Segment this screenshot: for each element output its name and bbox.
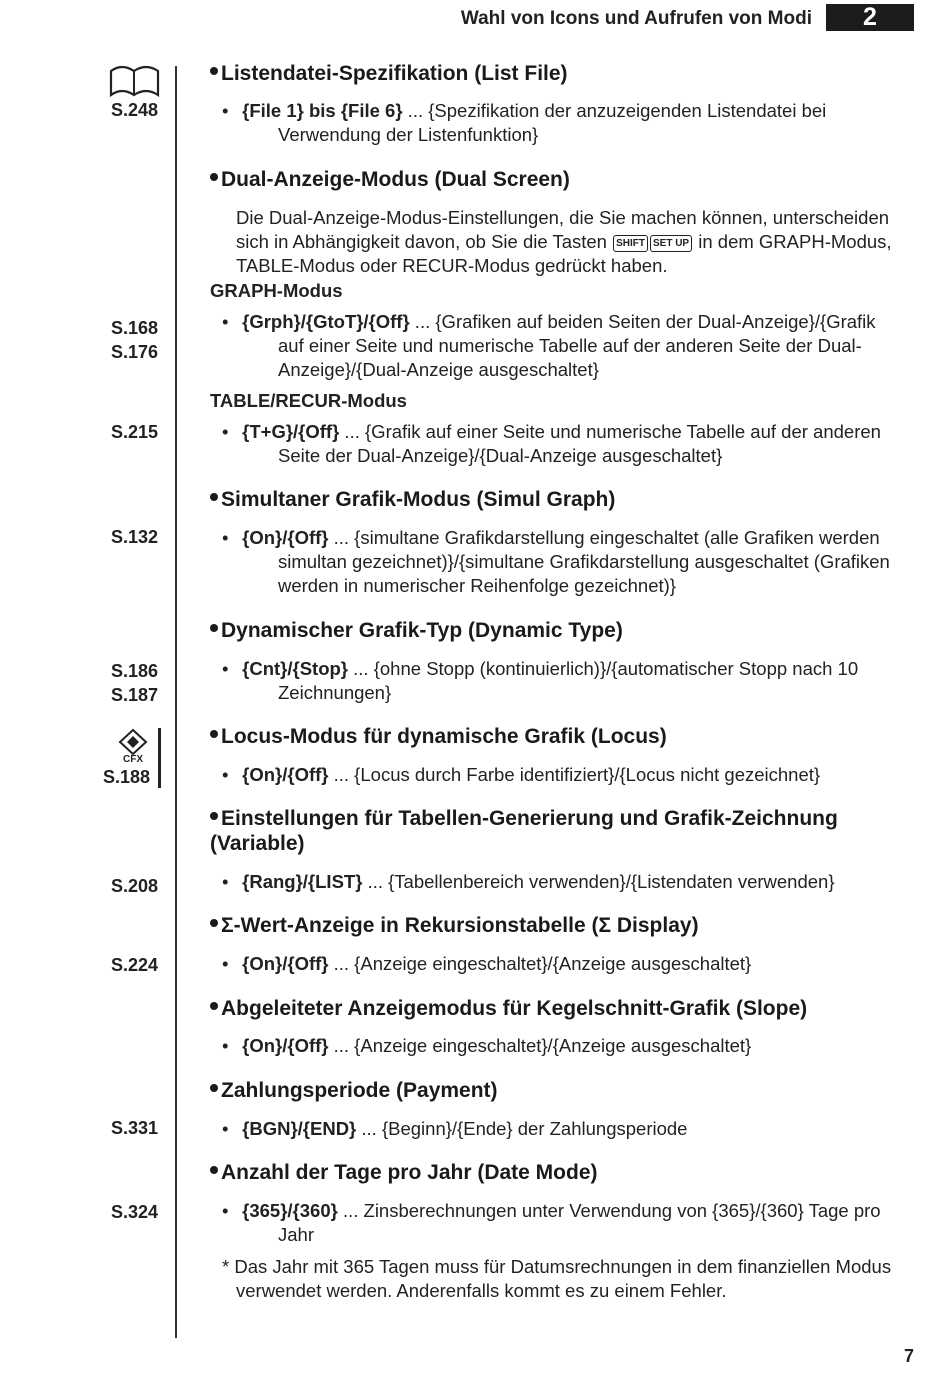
section-heading: Dynamischer Grafik-Typ (Dynamic Type)	[210, 618, 900, 643]
section-heading: Dual-Anzeige-Modus (Dual Screen)	[210, 167, 900, 192]
shift-key: SHIFT	[613, 235, 648, 252]
page-ref: S.215	[110, 422, 158, 442]
footnote: * Das Jahr mit 365 Tagen muss für Datumsrechnungen in dem finanziellen Modus verwendet werden. Anderenfalls kommt es zu einem Fehler.	[222, 1256, 892, 1301]
option-item: • {BGN}/{END} ... {Beginn}/{Ende} der Zahlungsperiode	[222, 1118, 688, 1139]
option-item: • {Grph}/{GtoT}/{Off} ... {Grafiken auf beiden Seiten der Dual-Anzeige}/{Grafik auf einer Seite und numerische Tabelle auf der anderen Seite der Dual-Anzeige}/{Dual-Anzeige ausgeschaltet}	[222, 311, 876, 380]
page-number: 7	[903, 1346, 914, 1366]
section-heading: Anzahl der Tage pro Jahr (Date Mode)	[210, 1160, 900, 1185]
option-item: • {Rang}/{LIST} ... {Tabellenbereich verwenden}/{Listendaten verwenden}	[222, 871, 835, 892]
section-heading: Zahlungsperiode (Payment)	[210, 1078, 900, 1103]
margin-divider	[175, 66, 177, 1338]
page-ref: S.188	[102, 767, 150, 787]
section-heading: Simultaner Grafik-Modus (Simul Graph)	[210, 487, 900, 512]
option-item: • {On}/{Off} ... {Anzeige eingeschaltet}/{Anzeige ausgeschaltet}	[222, 1035, 752, 1056]
option-item: • {On}/{Off} ... {Anzeige eingeschaltet}/{Anzeige ausgeschaltet}	[222, 953, 752, 974]
book-reference-icon	[108, 63, 161, 97]
page-ref: S.176	[110, 342, 158, 362]
section-heading: Σ-Wert-Anzeige in Rekursionstabelle (Σ Display)	[210, 913, 900, 938]
option-item: • {Cnt}/{Stop} ... {ohne Stopp (kontinuierlich)}/{automatischer Stopp nach 10 Zeichnungen}	[222, 658, 859, 703]
option-item: • {T+G}/{Off} ... {Grafik auf einer Seite und numerische Tabelle auf der anderen Seite der Dual-Anzeige}/{Dual-Anzeige ausgeschaltet}	[222, 421, 881, 466]
section-heading: Locus-Modus für dynamische Grafik (Locus)	[210, 724, 900, 749]
page-ref: S.224	[110, 955, 158, 975]
page-ref: S.168	[110, 318, 158, 338]
page-ref: S.248	[110, 100, 158, 120]
intro-paragraph: Die Dual-Anzeige-Modus-Einstellungen, die Sie machen können, unterscheiden sich in Abhängigkeit davon, ob Sie die Tasten SHIFT SET UP in dem GRAPH-Modus, TABLE-Modus oder RECUR-Modus gedrückt haben.	[236, 207, 892, 276]
cfx-marker-bar	[158, 728, 161, 788]
cfx-label: CFX	[123, 754, 143, 765]
page-ref: S.331	[110, 1118, 158, 1138]
option-item: • {On}/{Off} ... {simultane Grafikdarstellung eingeschaltet (alle Grafiken werden simultan gezeichnet)}/{simultane Grafikdarstellung ausgeschaltet (Grafiken werden in numerischer Reihenfolge gezeichnet)}	[222, 527, 890, 596]
section-heading: Einstellungen für Tabellen-Generierung und Grafik-Zeichnung (Variable)	[210, 807, 838, 855]
page-ref: S.208	[110, 876, 158, 896]
running-header-title: Wahl von Icons und Aufrufen von Modi	[460, 8, 812, 29]
page-ref: S.324	[110, 1202, 158, 1222]
section-heading: Abgeleiteter Anzeigemodus für Kegelschnitt-Grafik (Slope)	[210, 996, 900, 1021]
option-item: • {On}/{Off} ... {Locus durch Farbe identifiziert}/{Locus nicht gezeichnet}	[222, 764, 821, 785]
option-item: • {365}/{360} ... Zinsberechnungen unter Verwendung von {365}/{360} Tage pro Jahr	[222, 1200, 881, 1245]
option-item: • {File 1} bis {File 6} ... {Spezifikation der anzuzeigenden Listendatei bei Verwendung der Listenfunktion}	[222, 100, 827, 145]
cfx-diamond-icon	[118, 728, 148, 756]
page-ref: S.187	[110, 685, 158, 705]
page-ref: S.132	[110, 527, 158, 547]
subheading: GRAPH-Modus	[210, 280, 343, 301]
subheading: TABLE/RECUR-Modus	[210, 390, 407, 411]
section-heading: Listendatei-Spezifikation (List File)	[210, 61, 900, 86]
chapter-number-badge: 2	[826, 4, 914, 31]
setup-key: SET UP	[650, 235, 692, 252]
page-ref: S.186	[110, 661, 158, 681]
